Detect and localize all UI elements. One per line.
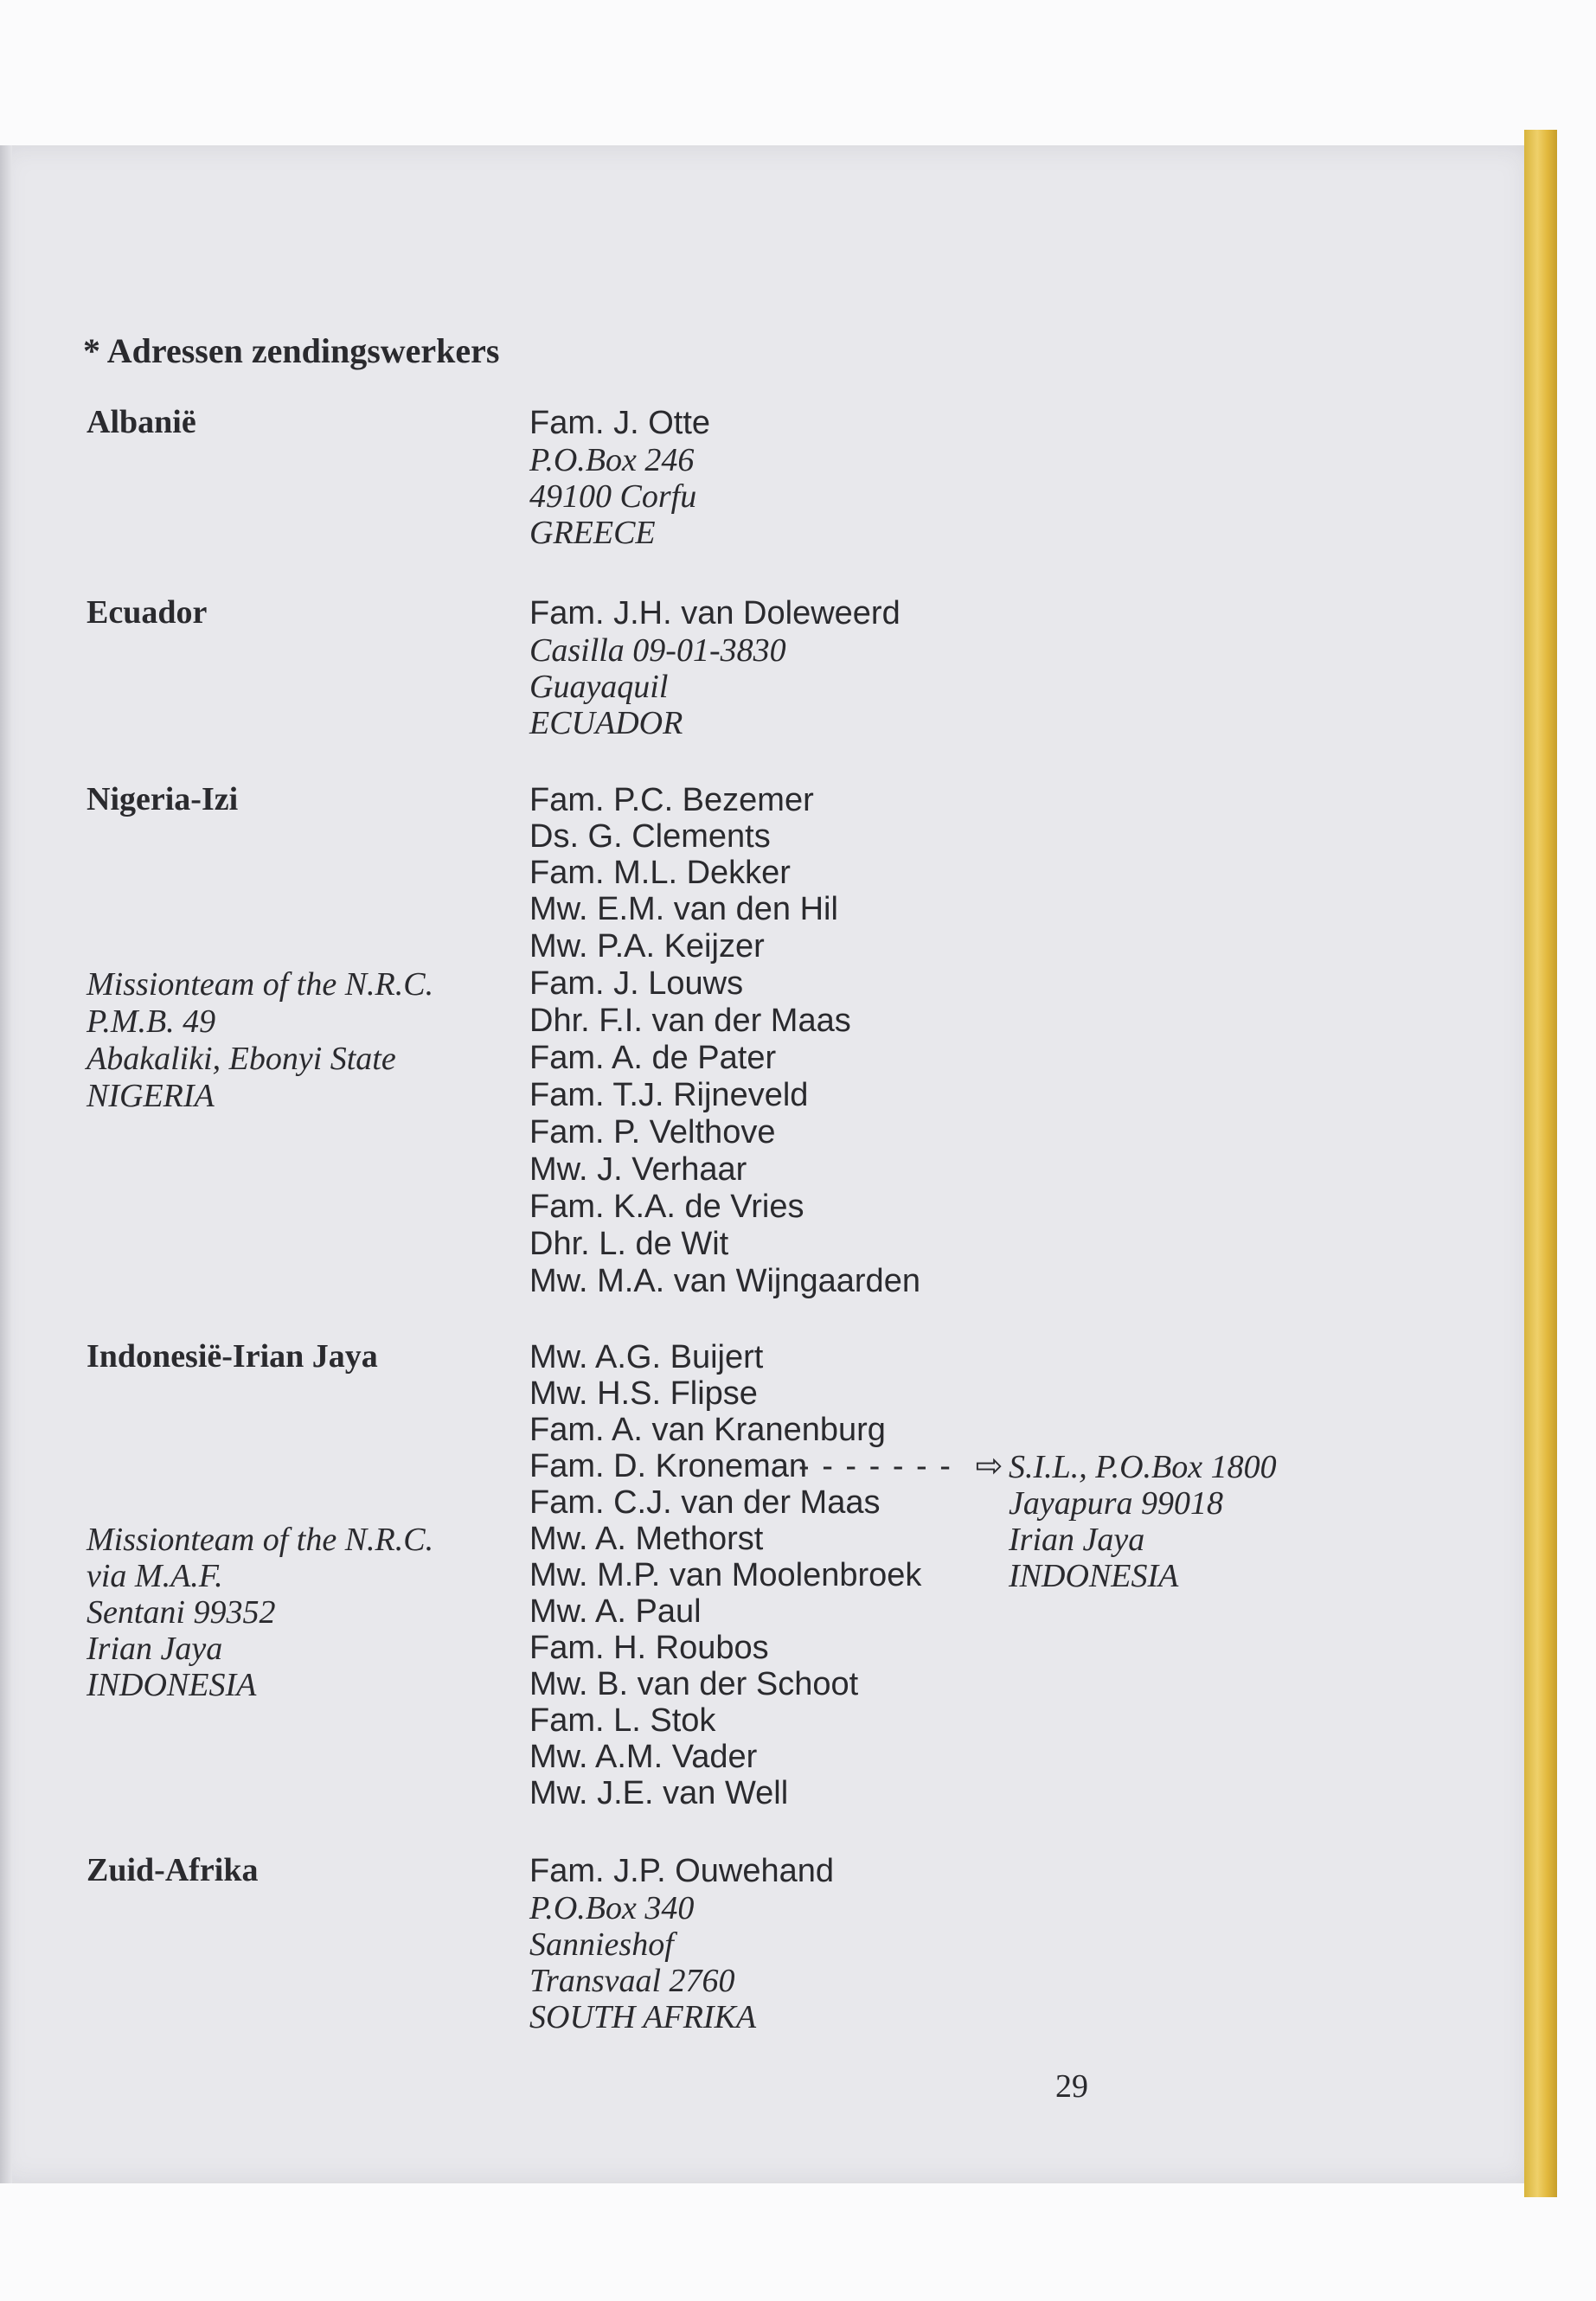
- dashed-leader: - - - - - - -: [798, 1448, 952, 1484]
- missionary-name: Mw. A.M. Vader: [529, 1739, 758, 1775]
- arrow-right-icon: ⇨: [975, 1448, 1005, 1484]
- missionary-name: Dhr. L. de Wit: [529, 1226, 729, 1262]
- missionary-name: Mw. A.G. Buijert: [529, 1339, 764, 1375]
- missionary-name: Mw. H.S. Flipse: [529, 1375, 758, 1412]
- address-line: 49100 Corfu: [529, 478, 697, 515]
- missionary-name: Fam. P. Velthove: [529, 1114, 776, 1150]
- address-line: Casilla 09-01-3830: [529, 632, 786, 669]
- sil-address-line: Irian Jaya: [1009, 1522, 1145, 1558]
- missionary-name: Fam. M.L. Dekker: [529, 855, 791, 891]
- missionary-name: Ds. G. Clements: [529, 818, 771, 855]
- address-line: SOUTH AFRIKA: [529, 1999, 757, 2035]
- page-binding: [0, 145, 12, 2183]
- missionary-name: Mw. E.M. van den Hil: [529, 891, 838, 927]
- address-line: Guayaquil: [529, 669, 669, 705]
- country-zuid-afrika: Zuid-Afrika: [87, 1852, 259, 1888]
- missionary-name: Fam. C.J. van der Maas: [529, 1484, 881, 1521]
- country-albanie: Albanië: [87, 404, 196, 440]
- address-line: Fam. J.H. van Doleweerd: [529, 595, 901, 631]
- missionary-name: Dhr. F.I. van der Maas: [529, 1003, 851, 1039]
- missionary-name: Mw. B. van der Schoot: [529, 1666, 859, 1702]
- team-address-line: NIGERIA: [87, 1078, 215, 1114]
- missionary-name: Fam. H. Roubos: [529, 1630, 769, 1666]
- missionary-name: Fam. K.A. de Vries: [529, 1189, 804, 1225]
- missionary-name: Mw. A. Methorst: [529, 1521, 764, 1557]
- address-line: ECUADOR: [529, 705, 683, 741]
- team-address-line: Abakaliki, Ebonyi State: [87, 1041, 396, 1077]
- missionary-name: Fam. D. Kroneman: [529, 1448, 807, 1484]
- sil-address-line: S.I.L., P.O.Box 1800: [1009, 1449, 1277, 1485]
- country-nigeria: Nigeria-Izi: [87, 781, 239, 817]
- address-line: P.O.Box 246: [529, 442, 695, 478]
- page-number: 29: [1055, 2068, 1088, 2105]
- address-line: GREECE: [529, 515, 656, 551]
- sil-address-line: INDONESIA: [1009, 1558, 1179, 1594]
- team-address-line: Irian Jaya: [87, 1631, 223, 1667]
- team-address-line: INDONESIA: [87, 1667, 257, 1703]
- missionary-name: Fam. P.C. Bezemer: [529, 782, 814, 818]
- team-address-line: Missionteam of the N.R.C.: [87, 1522, 434, 1558]
- missionary-name: Fam. A. de Pater: [529, 1040, 777, 1076]
- missionary-name: Mw. P.A. Keijzer: [529, 928, 765, 965]
- missionary-name: Fam. L. Stok: [529, 1702, 716, 1739]
- missionary-name: Mw. A. Paul: [529, 1593, 702, 1630]
- team-address-line: via M.A.F.: [87, 1558, 223, 1594]
- address-line: P.O.Box 340: [529, 1890, 695, 1926]
- missionary-name: Mw. J.E. van Well: [529, 1775, 789, 1811]
- missionary-name: Fam. A. van Kranenburg: [529, 1412, 886, 1448]
- page-heading: * Adressen zendingswerkers: [83, 331, 500, 370]
- missionary-name: Mw. M.P. van Moolenbroek: [529, 1557, 922, 1593]
- sil-address-line: Jayapura 99018: [1009, 1485, 1224, 1522]
- missionary-name: Fam. J. Louws: [529, 965, 744, 1002]
- missionary-name: Mw. J. Verhaar: [529, 1151, 747, 1188]
- team-address-line: Sentani 99352: [87, 1594, 276, 1631]
- pointer-arrow: [798, 1446, 1004, 1485]
- team-address-line: P.M.B. 49: [87, 1003, 216, 1040]
- missionary-name: Fam. T.J. Rijneveld: [529, 1077, 809, 1113]
- country-indonesie: Indonesië-Irian Jaya: [87, 1338, 378, 1375]
- address-line: Transvaal 2760: [529, 1963, 735, 1999]
- address-line: Sannieshof: [529, 1926, 674, 1963]
- team-address-line: Missionteam of the N.R.C.: [87, 966, 434, 1003]
- address-line: Fam. J.P. Ouwehand: [529, 1853, 835, 1889]
- country-ecuador: Ecuador: [87, 594, 208, 631]
- missionary-name: Mw. M.A. van Wijngaarden: [529, 1263, 920, 1299]
- book-cover-edge: [1524, 130, 1557, 2197]
- address-line: Fam. J. Otte: [529, 405, 711, 441]
